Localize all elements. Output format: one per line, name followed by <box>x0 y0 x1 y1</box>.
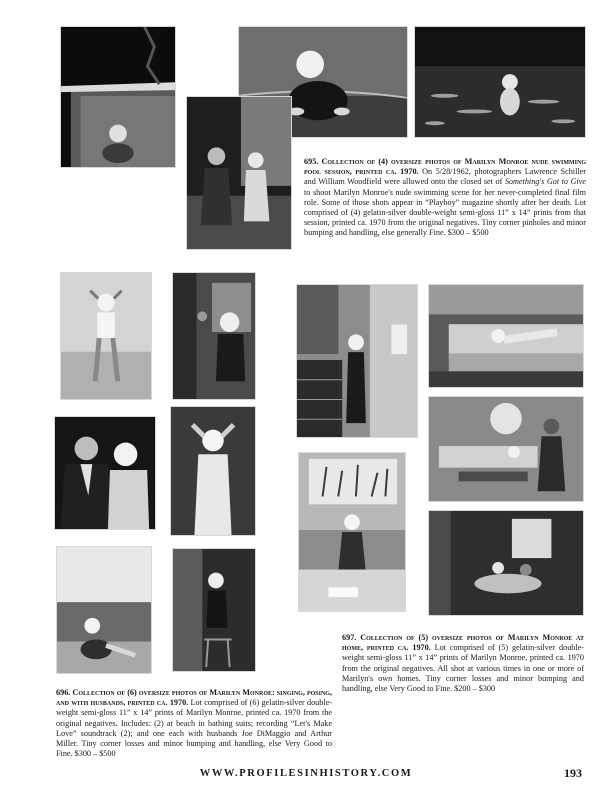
lot-number: 697. <box>342 633 357 642</box>
photo-696-recording-stool <box>172 548 256 672</box>
photo-697-sofa-flamingo-art <box>298 452 406 612</box>
photo-696-recording-studio <box>172 272 256 400</box>
photo-695-pool-back <box>414 26 586 138</box>
lot-title: Collection of (6) oversize photos of Marilyn Monroe: singing, posing, and with husbands, printed ca. 1970. <box>56 688 333 708</box>
film-title: Something's Got to Give <box>504 177 587 187</box>
lot-696-description <box>56 688 332 759</box>
lot-number: 695. <box>304 157 319 166</box>
lot-body: On 5/28/1962, photographers Lawrence Schiller and William Woodfield were allowed onto the closed set of <box>304 167 586 187</box>
lot-697-description <box>342 633 584 694</box>
page-number: 193 <box>564 766 582 780</box>
photo-697-sofa-lounging <box>428 284 584 388</box>
lot-number: 696. <box>56 688 71 697</box>
photo-697-dining-window <box>428 510 584 616</box>
photo-695-photographers <box>186 96 292 250</box>
photo-696-studio-posing <box>170 406 256 536</box>
lot-body: Lot comprised of (5) gelatin-silver double-weight semi-gloss 11” x 14” prints of Marilyn Monroe, printed ca. 1970 from the original negatives. All shot at various times in one or more of Marilyn's own homes. Tiny corner losses and minor bumping and handling, else Very Good to Fine. $200 – $300 <box>342 643 585 694</box>
photo-697-bookshelf <box>296 284 418 438</box>
lot-title: Collection of (5) oversize photos of Marilyn Monroe at home, printed ca. 1970. <box>342 633 585 653</box>
lot-695-description <box>304 157 586 239</box>
photo-695-pool-night <box>60 26 176 168</box>
lot-body: Lot comprised of (6) gelatin-silver double-weight semi-gloss 11” x 14” prints of Marilyn Monroe, printed ca. 1970 from the original negatives. Includes: (2) at beach in bathing suits; recording “Let's Make Love” soundtrack (2); and one each with husbands Joe DiMaggio and Arthur Miller. Tiny corner losses and minor bumping and handling, else Very Good to Fine. $300 – $500 <box>56 698 332 759</box>
photo-697-living-room-maid <box>428 396 584 502</box>
lot-body-cont: to shoot Marilyn Monroe's nude swimming scene for her never-completed final film role. Some of those shots appear in “Playboy” magazine shortly after her death. Lot comprised of (4) gelatin-silver double-weight semi-gloss 11” x 14” prints from that session, printed ca. 1970 from the original negatives. Tiny corner pinholes and minor bumping and handling, else generally Fine. $300 – $500 <box>304 187 586 238</box>
photo-696-beach-posing <box>60 272 152 400</box>
lot-title: Collection of (4) oversize photos of Marilyn Monroe nude swimming pool session, printed ca. 1970. <box>304 157 586 177</box>
photo-696-with-dimaggio <box>54 416 156 530</box>
photo-696-beach-sitting <box>56 546 152 674</box>
footer-website-url: WWW.PROFILESINHISTORY.COM <box>199 768 413 779</box>
